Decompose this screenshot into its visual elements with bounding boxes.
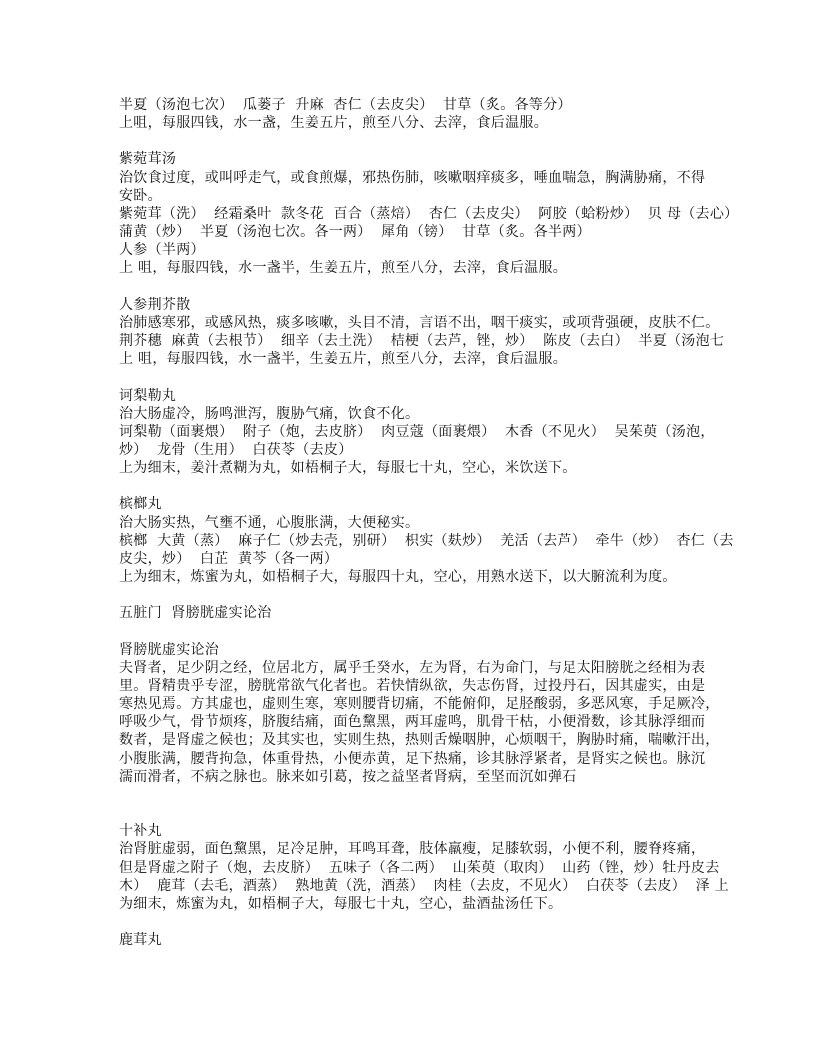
- section-heading: 十补丸: [119, 823, 162, 840]
- blank-line: [119, 804, 719, 822]
- text-line: 紫菀茸（洗） 经霜桑叶 款冬花 百合（蒸焙） 杏仁（去皮尖） 阿胶（蛤粉炒） 贝 母（去心）: [119, 205, 739, 222]
- text-line: 人参（半两）: [119, 242, 205, 259]
- text-line: 荆芥穗 麻黄（去根节） 细辛（去土洗） 桔梗（去芦，锉，炒） 陈皮（去白） 半夏（汤泡七: [119, 333, 725, 350]
- text-line: 小腹胀满，腰背拘急，体重骨热，小便赤黄，足下热痛，诊其脉浮紧者，是肾实之候也。脉沉: [119, 750, 706, 767]
- text-line: 濡而滑者，不病之脉也。脉来如引葛，按之益坚者肾病，至坚而沉如弹石: [119, 768, 577, 785]
- text-line: 安卧。: [119, 187, 162, 204]
- text-line: 治大肠实热，气壅不通，心腹胀满，大便秘实。: [119, 514, 420, 531]
- section-heading: 人参荆芥散: [119, 296, 191, 313]
- text-line: 夫肾者，足少阴之经，位居北方，属乎壬癸水，左为肾，右为命门，与足太阳膀胱之经相为表: [119, 659, 706, 676]
- text-line: 上为细末，炼蜜为丸，如梧桐子大，每服四十丸，空心，用熟水送下，以大腑流利为度。: [119, 569, 677, 586]
- text-line: 治饮食过度，或叫呼走气，或食煎爆，邪热伤肺，咳嗽咽痒痰多，唾血喘急，胸满胁痛，不得: [119, 169, 706, 186]
- text-line: 半夏（汤泡七次） 瓜蒌子 升麻 杏仁（去皮尖） 甘草（炙。各等分）: [119, 97, 572, 113]
- text-line: 皮尖，炒） 白芷 黄芩（各一两）: [119, 550, 339, 567]
- section-heading: 诃梨勒丸: [119, 387, 177, 404]
- text-line: 炒） 龙骨（生用） 白茯苓（去皮）: [119, 441, 353, 458]
- text-line: 上 咀，每服四钱，水一盏半，生姜五片，煎至八分，去滓，食后温服。: [119, 260, 568, 277]
- section-heading: 鹿茸丸: [119, 932, 162, 949]
- blank-line: [119, 278, 719, 296]
- text-line: 上咀，每服四钱，水一盏，生姜五片，煎至八分、去滓，食后温服。: [119, 115, 548, 132]
- text-line: 治肾脏虚弱，面色黧黑，足冷足肿，耳鸣耳聋，肢体羸瘦，足膝软弱，小便不利，腰脊疼痛，: [119, 841, 706, 858]
- text-line: 但是肾虚之附子（炮，去皮脐） 五味子（各二两） 山茱萸（取肉） 山药（锉，炒）牡丹皮去: [119, 859, 720, 876]
- text-line: 寒热见焉。方其虚也，虚则生寒，寒则腰背切痛，不能俯仰，足胫酸弱，多恶风寒，手足厥冷，: [119, 696, 720, 713]
- text-line: 治大肠虚冷，肠鸣泄泻，腹胁气痛，饮食不化。: [119, 405, 420, 422]
- blank-line: [119, 368, 719, 386]
- blank-line: [119, 132, 719, 150]
- text-line: 呼吸少气，骨节烦疼，脐腹结痛，面色黧黑，两耳虚鸣，肌骨干枯，小便滑数，诊其脉浮细而: [119, 714, 706, 731]
- text-line: 木） 鹿茸（去毛，酒蒸） 熟地黄（洗，酒蒸） 肉桂（去皮，不见火） 白茯苓（去皮） 泽 上: [119, 877, 729, 894]
- text-line: 槟榔 大黄（蒸） 麻子仁（炒去壳，别研） 枳实（麸炒） 羌活（去芦） 牵牛（炒） 杏仁（去: [119, 532, 734, 549]
- blank-line: [119, 586, 719, 604]
- blank-line: [119, 913, 719, 931]
- text-line: 治肺感寒邪，或感风热，痰多咳嗽，头目不清，言语不出，咽干痰实，或项背强硬，皮肤不仁。: [119, 314, 720, 331]
- text-line: 蒲黄（炒） 半夏（汤泡七次。各一两） 犀角（镑） 甘草（炙。各半两）: [119, 224, 591, 241]
- section-heading: 紫菀茸汤: [119, 151, 177, 168]
- section-heading: 肾膀胱虚实论治: [119, 641, 220, 658]
- section-heading: 槟榔丸: [119, 496, 162, 513]
- blank-line: [119, 477, 719, 495]
- section-heading: 五脏门 肾膀胱虚实论治: [119, 605, 272, 622]
- text-line: 里。肾精贵乎专涩，膀胱常欲气化者也。若快情纵欲，失志伤肾，过投丹石，因其虚实，由是: [119, 678, 706, 694]
- text-line: 为细末，炼蜜为丸，如梧桐子大，每服七十丸，空心，盐酒盐汤任下。: [119, 895, 563, 912]
- blank-line: [119, 623, 719, 641]
- blank-line: [119, 786, 719, 804]
- text-line: 数者，是肾虚之候也；及其实也，实则生热，热则舌燥咽肿，心烦咽干，胸胁时痛，喘嗽汗出，: [119, 732, 720, 749]
- text-line: 诃梨勒（面裹煨） 附子（炮，去皮脐） 肉豆蔻（面裹煨） 木香（不见火） 吴茱萸（汤泡，: [119, 423, 715, 440]
- text-line: 上 咀，每服四钱，水一盏半，生姜五片，煎至八分，去滓，食后温服。: [119, 351, 568, 368]
- document-page: [119, 96, 739, 949]
- text-line: 上为细末，姜汁煮糊为丸，如梧桐子大，每服七十丸，空心，米饮送下。: [119, 460, 577, 477]
